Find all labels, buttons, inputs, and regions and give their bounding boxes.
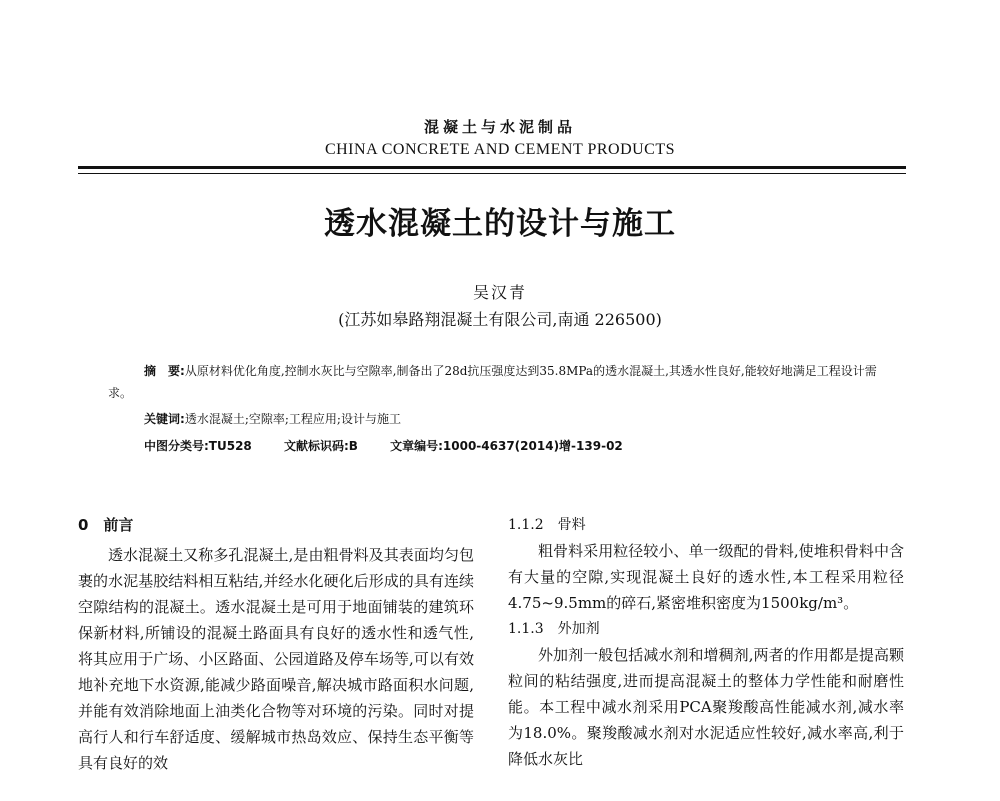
keywords	[144, 410, 401, 427]
right-column	[508, 512, 904, 772]
journal-name-cn: 混凝土与水泥制品	[423, 118, 576, 136]
article-affiliation: (江苏如皋路翔混凝土有限公司,南通 226500)	[338, 310, 662, 329]
article-title: 透水混凝土的设计与施工	[324, 206, 676, 242]
header-rule-thin	[78, 173, 906, 174]
aggregate-paragraph: 粗骨料采用粒径较小、单一级配的骨料,使堆积骨料中含有大量的空隙,实现混凝土良好的透水性,本工程采用粒径4.75~9.5mm的碎石,紧密堆积密度为1500kg/m³。	[508, 542, 904, 612]
abstract	[108, 360, 888, 404]
journal-header	[0, 116, 1000, 159]
keywords-label: 关键词:	[144, 412, 185, 426]
clc-number: 中图分类号:TU528	[144, 439, 252, 453]
abstract-text: 从原材料优化角度,控制水灰比与空隙率,制备出了28d抗压强度达到35.8MPa的透水混凝土,其透水性良好,能较好地满足工程设计需求。	[108, 364, 877, 400]
article-author: 吴汉青	[472, 283, 527, 302]
subsection-heading-admixture: 1.1.3 外加剂	[508, 621, 600, 637]
article-number: 文章编号:1000-4637(2014)增-139-02	[390, 439, 623, 453]
document-code: 文献标识码:B	[283, 439, 358, 453]
header-rule-thick	[78, 166, 906, 169]
section-heading-preface: 0 前言	[78, 516, 134, 534]
journal-name-en: CHINA CONCRETE AND CEMENT PRODUCTS	[324, 141, 676, 158]
preface-paragraph: 透水混凝土又称多孔混凝土,是由粗骨料及其表面均匀包裹的水泥基胶结料相互粘结,并经水化硬化后形成的具有连续空隙结构的混凝土。透水混凝土是可用于地面铺装的建筑环保新材料,所铺设的混凝土路面具有良好的透水性和透气性,将其应用于广场、小区路面、公园道路及停车场等,可以有效地补充地下水资源,能减少路面噪音,解决城市路面积水问题,并能有效消除地面上油类化合物等对环境的污染。同时对提高行人和行车舒适度、缓解城市热岛效应、保持生态平衡等具有良好的效	[78, 546, 474, 772]
classification-meta	[144, 437, 623, 454]
left-column	[78, 512, 474, 776]
abstract-label: 摘 要:	[144, 364, 185, 378]
keywords-text: 透水混凝土;空隙率;工程应用;设计与施工	[184, 412, 401, 426]
admixture-paragraph: 外加剂一般包括减水剂和增稠剂,两者的作用都是提高颗粒间的粘结强度,进而提高混凝土的整体力学性能和耐磨性能。本工程中减水剂采用PCA聚羧酸高性能减水剂,减水率为18.0%。聚羧酸减水剂对水泥适应性较好,减水率高,利于降低水灰比	[508, 646, 904, 768]
subsection-heading-aggregate: 1.1.2 骨料	[508, 517, 586, 533]
